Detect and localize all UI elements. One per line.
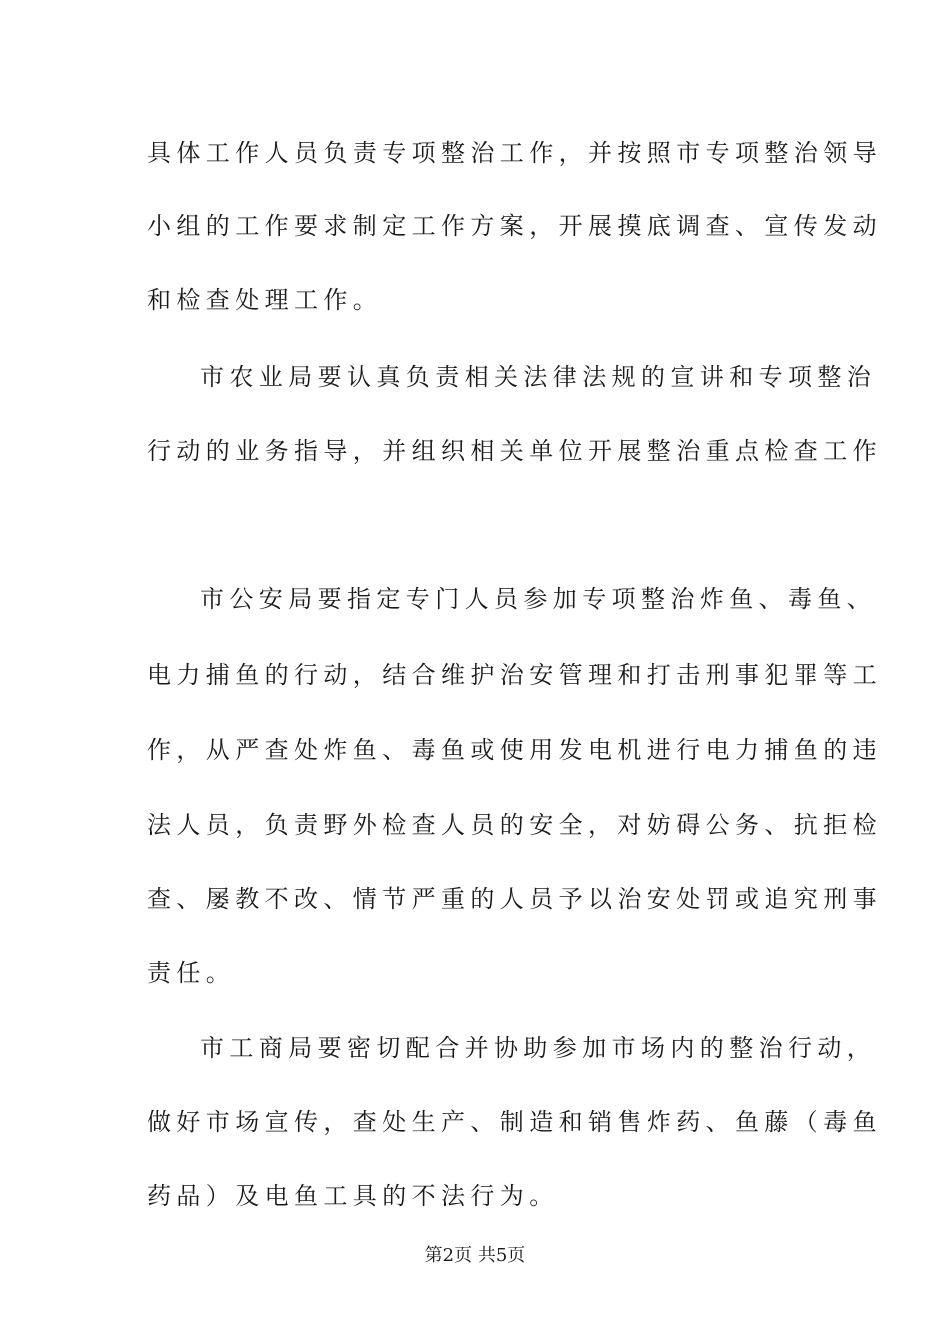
text-line: 电力捕鱼的行动，结合维护治安管理和打击刑事犯罪等工 bbox=[147, 661, 882, 689]
text-line: 作，从严查处炸鱼、毒鱼或使用发电机进行电力捕鱼的违 bbox=[147, 736, 882, 764]
text-line: 市农业局要认真负责相关法律法规的宣讲和专项整治 bbox=[200, 363, 877, 391]
text-line: 小组的工作要求制定工作方案，开展摸底调查、宣传发动 bbox=[147, 212, 882, 240]
page-number-footer: 第2页 共5页 bbox=[424, 1245, 526, 1266]
text-line: 市公安局要指定专门人员参加专项整治炸鱼、毒鱼、 bbox=[200, 585, 877, 613]
text-line: 药品）及电鱼工具的不法行为。 bbox=[147, 1182, 559, 1210]
text-line: 法人员，负责野外检查人员的安全，对妨碍公务、抗拒检 bbox=[147, 811, 882, 839]
text-line: 市工商局要密切配合并协助参加市场内的整治行动， bbox=[200, 1034, 877, 1062]
text-line: 做好市场宣传，查处生产、制造和销售炸药、鱼藤（毒鱼 bbox=[147, 1108, 882, 1136]
text-line: 查、屡教不改、情节严重的人员予以治安处罚或追究刑事 bbox=[147, 885, 882, 913]
text-line: 具体工作人员负责专项整治工作，并按照市专项整治领导 bbox=[147, 139, 882, 167]
text-line: 和检查处理工作。 bbox=[147, 286, 383, 314]
text-line: 行动的业务指导，并组织相关单位开展整治重点检查工作 bbox=[147, 437, 882, 465]
text-line: 责任。 bbox=[147, 959, 236, 987]
